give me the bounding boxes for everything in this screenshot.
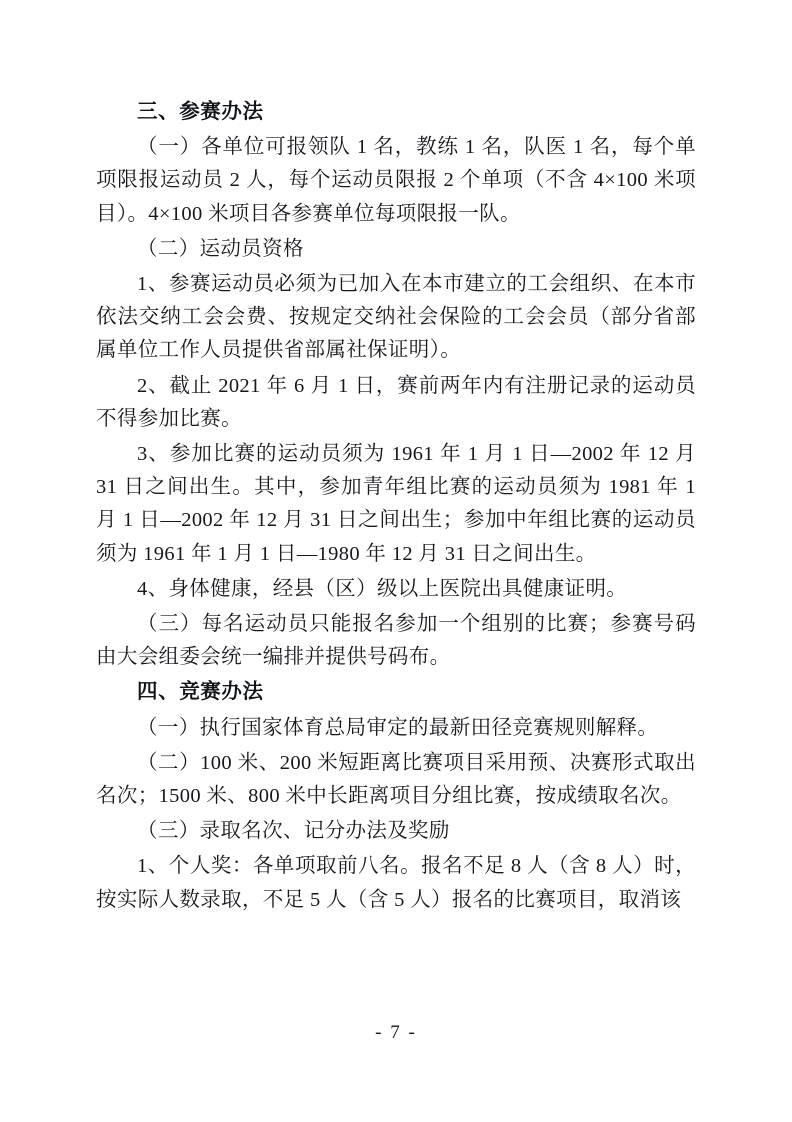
paragraph-3-2: （二）运动员资格 — [137, 237, 304, 260]
section-heading-3: 三、参赛办法 — [137, 101, 264, 123]
paragraph-3-1: （一）各单位可报领队 1 名，教练 1 名，队医 1 名，每个单项限报运动员 2 人，每个运动员限报 2 个单项（不含 4×100 米项目）。4×100 米项目各参赛单位每项限报一队。 — [96, 136, 696, 225]
paragraph-4-3: （三）录取名次、记分办法及奖励 — [137, 820, 450, 843]
paragraph-4-1: （一）执行国家体育总局审定的最新田径竞赛规则解释。 — [137, 716, 659, 739]
section-heading-4: 四、竞赛办法 — [137, 681, 264, 704]
paragraph-3-2-item-1: 1、参赛运动员必须为已加入在本市建立的工会组织、在本市依法交纳工会会费、按规定交纳社会保险的工会会员（部分省部属单位工作人员提供省部属社保证明）。 — [96, 273, 696, 362]
paragraph-4-2: （二）100 米、200 米短距离比赛项目采用预、决赛形式取出名次；1500 米、800 米中长距离项目分组比赛，按成绩取名次。 — [96, 751, 696, 808]
document-body — [96, 96, 696, 917]
paragraph-4-3-item-1: 1、个人奖：各单项取前八名。报名不足 8 人（含 8 人）时，按实际人数录取，不足 5 人（含 5 人）报名的比赛项目，取消该 — [96, 855, 696, 911]
page-number: - 7 - — [375, 1022, 417, 1043]
paragraph-3-2-item-3: 3、参加比赛的运动员须为 1961 年 1 月 1 日—2002 年 12 月 31 日之间出生。其中，参加青年组比赛的运动员须为 1981 年 1 月 1 日—2002 年 12 月 31 日之间出生；参加中年组比赛的运动员须为 1961 年 1 月 1 日—1980 年 12 月 31 日之间出生。 — [96, 443, 696, 565]
paragraph-3-2-item-4: 4、身体健康，经县（区）级以上医院出具健康证明。 — [137, 577, 628, 600]
paragraph-3-3: （三）每名运动员只能报名参加一个组别的比赛；参赛号码由大会组委会统一编排并提供号码布。 — [96, 613, 696, 669]
paragraph-3-2-item-2: 2、截止 2021 年 6 月 1 日，赛前两年内有注册记录的运动员不得参加比赛。 — [96, 374, 696, 430]
